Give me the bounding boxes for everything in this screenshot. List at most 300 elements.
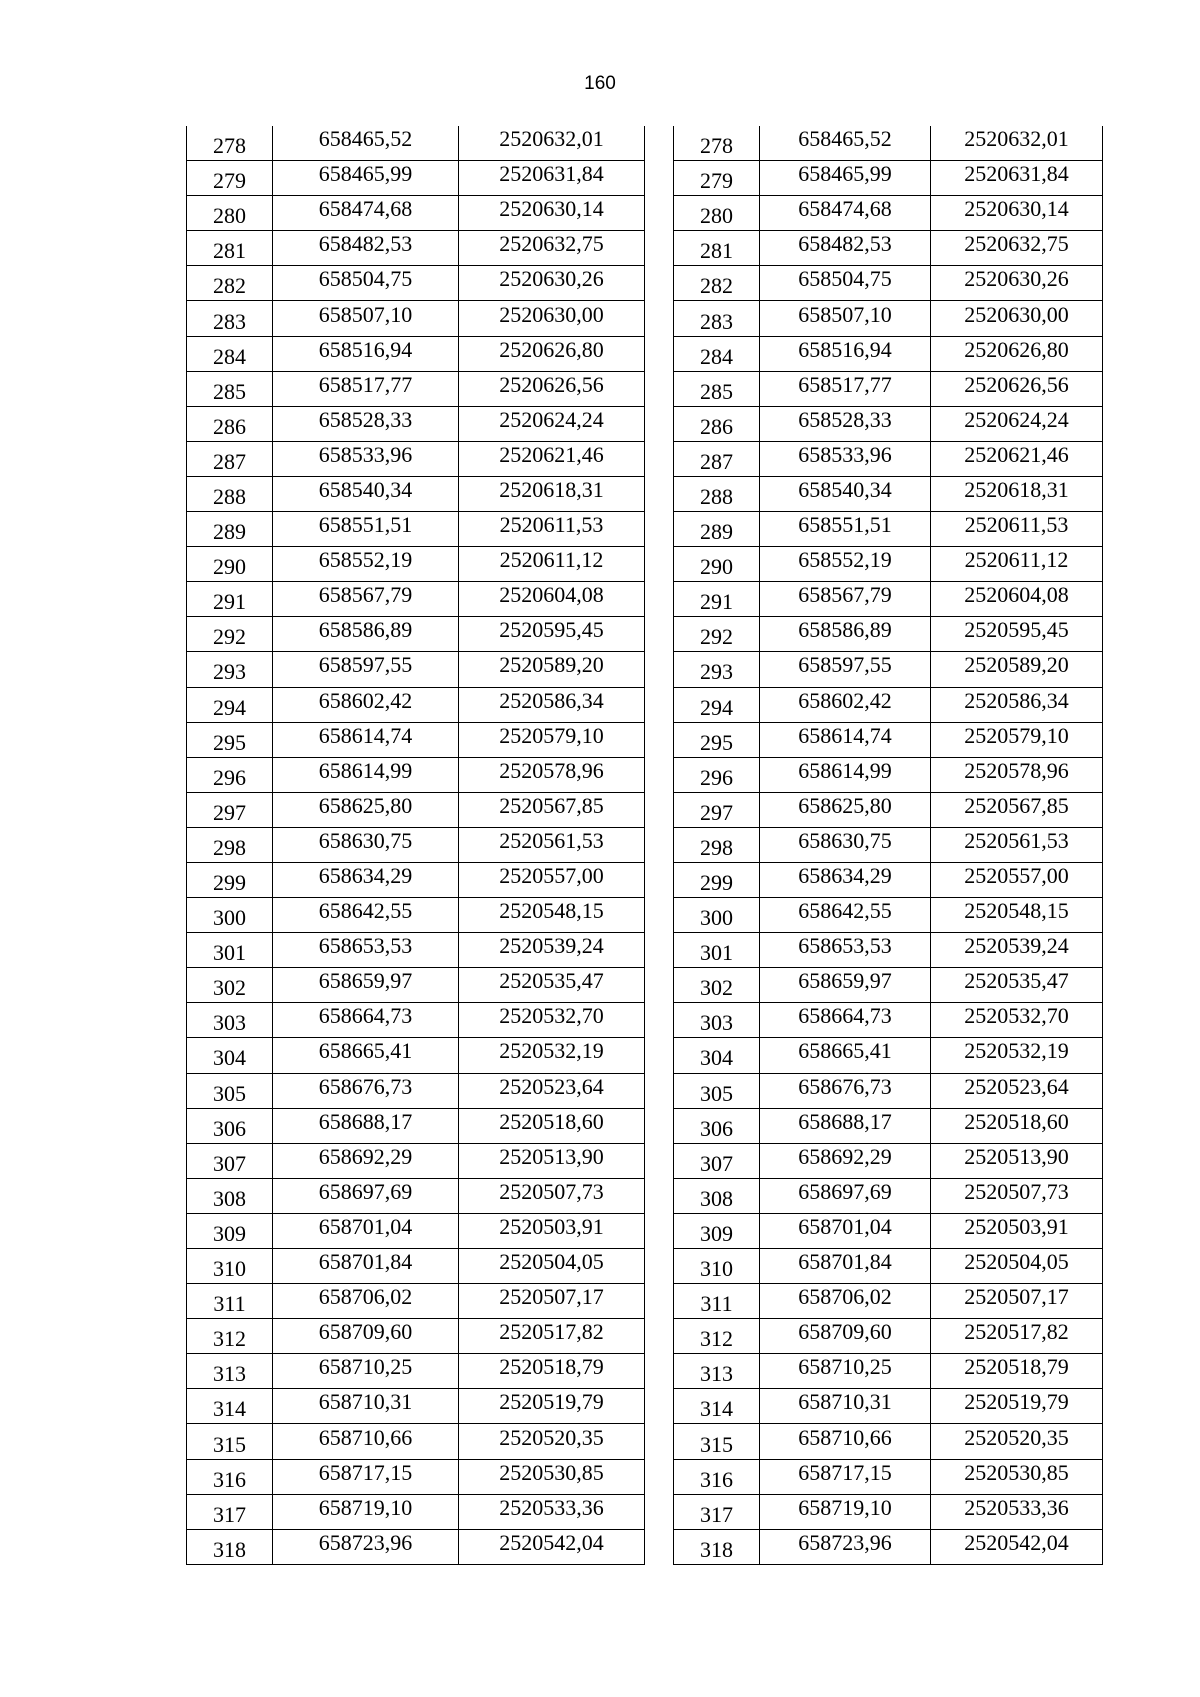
table-row	[187, 161, 645, 196]
point-number-cell: 304	[187, 1038, 273, 1073]
y-coordinate-cell: 2520632,01	[459, 126, 645, 161]
table-row	[187, 617, 645, 652]
table-row	[187, 547, 645, 582]
table-row	[674, 1178, 1103, 1213]
point-number-cell: 287	[674, 441, 760, 476]
point-number-cell: 297	[187, 792, 273, 827]
x-coordinate-cell: 658602,42	[273, 687, 459, 722]
x-coordinate-cell: 658710,25	[760, 1354, 931, 1389]
y-coordinate-cell: 2520618,31	[931, 476, 1103, 511]
point-number-cell: 311	[674, 1284, 760, 1319]
x-coordinate-cell: 658723,96	[273, 1529, 459, 1564]
x-coordinate-cell: 658659,97	[273, 968, 459, 1003]
x-coordinate-cell: 658634,29	[760, 862, 931, 897]
point-number-cell: 281	[674, 231, 760, 266]
y-coordinate-cell: 2520532,19	[931, 1038, 1103, 1073]
point-number-cell: 296	[674, 757, 760, 792]
x-coordinate-cell: 658665,41	[273, 1038, 459, 1073]
table-row	[674, 1424, 1103, 1459]
table-row	[187, 1424, 645, 1459]
y-coordinate-cell: 2520518,60	[459, 1108, 645, 1143]
table-row	[674, 898, 1103, 933]
y-coordinate-cell: 2520520,35	[459, 1424, 645, 1459]
table-row	[674, 933, 1103, 968]
y-coordinate-cell: 2520507,17	[931, 1284, 1103, 1319]
x-coordinate-cell: 658701,04	[760, 1213, 931, 1248]
table-row	[674, 652, 1103, 687]
y-coordinate-cell: 2520631,84	[459, 161, 645, 196]
x-coordinate-cell: 658552,19	[273, 547, 459, 582]
y-coordinate-cell: 2520507,73	[459, 1178, 645, 1213]
point-number-cell: 291	[187, 582, 273, 617]
y-coordinate-cell: 2520513,90	[931, 1143, 1103, 1178]
x-coordinate-cell: 658474,68	[760, 196, 931, 231]
x-coordinate-cell: 658710,31	[273, 1389, 459, 1424]
x-coordinate-cell: 658630,75	[760, 827, 931, 862]
y-coordinate-cell: 2520604,08	[459, 582, 645, 617]
y-coordinate-cell: 2520548,15	[931, 898, 1103, 933]
y-coordinate-cell: 2520611,12	[931, 547, 1103, 582]
point-number-cell: 288	[187, 476, 273, 511]
table-row	[187, 757, 645, 792]
y-coordinate-cell: 2520542,04	[459, 1529, 645, 1564]
table-row	[187, 1073, 645, 1108]
point-number-cell: 278	[674, 126, 760, 161]
table-row	[187, 1038, 645, 1073]
x-coordinate-cell: 658540,34	[273, 476, 459, 511]
y-coordinate-cell: 2520507,73	[931, 1178, 1103, 1213]
x-coordinate-cell: 658507,10	[760, 301, 931, 336]
table-row	[187, 476, 645, 511]
point-number-cell: 310	[674, 1249, 760, 1284]
table-row	[674, 441, 1103, 476]
table-row	[187, 1003, 645, 1038]
point-number-cell: 303	[674, 1003, 760, 1038]
y-coordinate-cell: 2520542,04	[931, 1529, 1103, 1564]
point-number-cell: 284	[187, 336, 273, 371]
coordinates-table-left-body	[187, 126, 645, 1564]
y-coordinate-cell: 2520533,36	[459, 1494, 645, 1529]
y-coordinate-cell: 2520611,53	[459, 512, 645, 547]
point-number-cell: 308	[187, 1178, 273, 1213]
y-coordinate-cell: 2520518,60	[931, 1108, 1103, 1143]
table-row	[674, 1143, 1103, 1178]
y-coordinate-cell: 2520630,00	[459, 301, 645, 336]
y-coordinate-cell: 2520533,36	[931, 1494, 1103, 1529]
y-coordinate-cell: 2520532,70	[459, 1003, 645, 1038]
x-coordinate-cell: 658688,17	[273, 1108, 459, 1143]
table-row	[187, 1494, 645, 1529]
x-coordinate-cell: 658664,73	[760, 1003, 931, 1038]
table-row	[187, 371, 645, 406]
table-row	[187, 1319, 645, 1354]
y-coordinate-cell: 2520519,79	[459, 1389, 645, 1424]
x-coordinate-cell: 658692,29	[273, 1143, 459, 1178]
x-coordinate-cell: 658482,53	[760, 231, 931, 266]
table-row	[674, 371, 1103, 406]
point-number-cell: 316	[187, 1459, 273, 1494]
y-coordinate-cell: 2520535,47	[459, 968, 645, 1003]
point-number-cell: 302	[674, 968, 760, 1003]
x-coordinate-cell: 658597,55	[760, 652, 931, 687]
point-number-cell: 306	[187, 1108, 273, 1143]
point-number-cell: 282	[674, 266, 760, 301]
x-coordinate-cell: 658634,29	[273, 862, 459, 897]
point-number-cell: 286	[187, 406, 273, 441]
point-number-cell: 306	[674, 1108, 760, 1143]
x-coordinate-cell: 658653,53	[760, 933, 931, 968]
table-row	[674, 1529, 1103, 1564]
coordinates-table-right	[673, 126, 1103, 1565]
point-number-cell: 316	[674, 1459, 760, 1494]
x-coordinate-cell: 658465,99	[760, 161, 931, 196]
y-coordinate-cell: 2520503,91	[459, 1213, 645, 1248]
x-coordinate-cell: 658625,80	[760, 792, 931, 827]
point-number-cell: 288	[674, 476, 760, 511]
y-coordinate-cell: 2520630,26	[931, 266, 1103, 301]
x-coordinate-cell: 658692,29	[760, 1143, 931, 1178]
x-coordinate-cell: 658701,04	[273, 1213, 459, 1248]
y-coordinate-cell: 2520624,24	[931, 406, 1103, 441]
table-row	[674, 406, 1103, 441]
table-row	[674, 161, 1103, 196]
table-row	[674, 1108, 1103, 1143]
point-number-cell: 292	[674, 617, 760, 652]
y-coordinate-cell: 2520557,00	[931, 862, 1103, 897]
x-coordinate-cell: 658504,75	[273, 266, 459, 301]
x-coordinate-cell: 658517,77	[273, 371, 459, 406]
x-coordinate-cell: 658516,94	[760, 336, 931, 371]
table-row	[674, 687, 1103, 722]
y-coordinate-cell: 2520548,15	[459, 898, 645, 933]
y-coordinate-cell: 2520631,84	[931, 161, 1103, 196]
point-number-cell: 279	[187, 161, 273, 196]
point-number-cell: 315	[187, 1424, 273, 1459]
y-coordinate-cell: 2520589,20	[931, 652, 1103, 687]
point-number-cell: 301	[674, 933, 760, 968]
table-row	[674, 196, 1103, 231]
y-coordinate-cell: 2520513,90	[459, 1143, 645, 1178]
point-number-cell: 309	[187, 1213, 273, 1248]
x-coordinate-cell: 658676,73	[273, 1073, 459, 1108]
y-coordinate-cell: 2520630,26	[459, 266, 645, 301]
y-coordinate-cell: 2520561,53	[931, 827, 1103, 862]
table-row	[187, 266, 645, 301]
y-coordinate-cell: 2520523,64	[931, 1073, 1103, 1108]
y-coordinate-cell: 2520535,47	[931, 968, 1103, 1003]
coordinates-table-left	[186, 126, 645, 1565]
page-number: 160	[584, 73, 616, 94]
y-coordinate-cell: 2520611,12	[459, 547, 645, 582]
x-coordinate-cell: 658528,33	[273, 406, 459, 441]
point-number-cell: 298	[674, 827, 760, 862]
table-row	[187, 512, 645, 547]
point-number-cell: 305	[674, 1073, 760, 1108]
point-number-cell: 305	[187, 1073, 273, 1108]
table-row	[187, 933, 645, 968]
table-row	[187, 1249, 645, 1284]
point-number-cell: 290	[187, 547, 273, 582]
table-row	[674, 582, 1103, 617]
y-coordinate-cell: 2520557,00	[459, 862, 645, 897]
point-number-cell: 303	[187, 1003, 273, 1038]
x-coordinate-cell: 658706,02	[273, 1284, 459, 1319]
table-row	[674, 722, 1103, 757]
point-number-cell: 300	[187, 898, 273, 933]
x-coordinate-cell: 658664,73	[273, 1003, 459, 1038]
point-number-cell: 297	[674, 792, 760, 827]
point-number-cell: 289	[674, 512, 760, 547]
point-number-cell: 309	[674, 1213, 760, 1248]
table-row	[674, 1249, 1103, 1284]
x-coordinate-cell: 658614,74	[760, 722, 931, 757]
point-number-cell: 280	[674, 196, 760, 231]
y-coordinate-cell: 2520604,08	[931, 582, 1103, 617]
x-coordinate-cell: 658586,89	[760, 617, 931, 652]
table-row	[187, 862, 645, 897]
point-number-cell: 285	[674, 371, 760, 406]
point-number-cell: 287	[187, 441, 273, 476]
table-row	[187, 968, 645, 1003]
x-coordinate-cell: 658597,55	[273, 652, 459, 687]
point-number-cell: 296	[187, 757, 273, 792]
x-coordinate-cell: 658614,99	[760, 757, 931, 792]
y-coordinate-cell: 2520504,05	[459, 1249, 645, 1284]
x-coordinate-cell: 658586,89	[273, 617, 459, 652]
point-number-cell: 313	[187, 1354, 273, 1389]
point-number-cell: 285	[187, 371, 273, 406]
point-number-cell: 308	[674, 1178, 760, 1213]
table-row	[674, 336, 1103, 371]
x-coordinate-cell: 658533,96	[760, 441, 931, 476]
y-coordinate-cell: 2520626,56	[931, 371, 1103, 406]
y-coordinate-cell: 2520621,46	[459, 441, 645, 476]
x-coordinate-cell: 658504,75	[760, 266, 931, 301]
point-number-cell: 290	[674, 547, 760, 582]
y-coordinate-cell: 2520632,01	[931, 126, 1103, 161]
y-coordinate-cell: 2520518,79	[459, 1354, 645, 1389]
y-coordinate-cell: 2520532,70	[931, 1003, 1103, 1038]
y-coordinate-cell: 2520539,24	[931, 933, 1103, 968]
y-coordinate-cell: 2520579,10	[459, 722, 645, 757]
table-row	[187, 827, 645, 862]
table-row	[674, 1494, 1103, 1529]
table-row	[674, 1459, 1103, 1494]
point-number-cell: 279	[674, 161, 760, 196]
x-coordinate-cell: 658567,79	[273, 582, 459, 617]
point-number-cell: 302	[187, 968, 273, 1003]
x-coordinate-cell: 658465,99	[273, 161, 459, 196]
x-coordinate-cell: 658665,41	[760, 1038, 931, 1073]
y-coordinate-cell: 2520579,10	[931, 722, 1103, 757]
table-row	[187, 301, 645, 336]
table-row	[674, 301, 1103, 336]
point-number-cell: 289	[187, 512, 273, 547]
table-row	[674, 1073, 1103, 1108]
x-coordinate-cell: 658642,55	[760, 898, 931, 933]
table-row	[187, 898, 645, 933]
x-coordinate-cell: 658701,84	[273, 1249, 459, 1284]
table-row	[674, 862, 1103, 897]
point-number-cell: 312	[674, 1319, 760, 1354]
y-coordinate-cell: 2520595,45	[931, 617, 1103, 652]
table-row	[187, 1108, 645, 1143]
x-coordinate-cell: 658540,34	[760, 476, 931, 511]
table-row	[187, 336, 645, 371]
table-row	[187, 792, 645, 827]
y-coordinate-cell: 2520578,96	[459, 757, 645, 792]
y-coordinate-cell: 2520632,75	[459, 231, 645, 266]
y-coordinate-cell: 2520630,14	[459, 196, 645, 231]
table-row	[674, 1284, 1103, 1319]
x-coordinate-cell: 658659,97	[760, 968, 931, 1003]
point-number-cell: 283	[187, 301, 273, 336]
y-coordinate-cell: 2520523,64	[459, 1073, 645, 1108]
point-number-cell: 317	[187, 1494, 273, 1529]
x-coordinate-cell: 658717,15	[760, 1459, 931, 1494]
x-coordinate-cell: 658474,68	[273, 196, 459, 231]
point-number-cell: 314	[674, 1389, 760, 1424]
table-row	[674, 1003, 1103, 1038]
y-coordinate-cell: 2520503,91	[931, 1213, 1103, 1248]
y-coordinate-cell: 2520517,82	[459, 1319, 645, 1354]
point-number-cell: 282	[187, 266, 273, 301]
y-coordinate-cell: 2520504,05	[931, 1249, 1103, 1284]
y-coordinate-cell: 2520519,79	[931, 1389, 1103, 1424]
x-coordinate-cell: 658567,79	[760, 582, 931, 617]
table-row	[187, 1389, 645, 1424]
y-coordinate-cell: 2520520,35	[931, 1424, 1103, 1459]
point-number-cell: 315	[674, 1424, 760, 1459]
x-coordinate-cell: 658710,25	[273, 1354, 459, 1389]
point-number-cell: 310	[187, 1249, 273, 1284]
x-coordinate-cell: 658533,96	[273, 441, 459, 476]
table-row	[674, 476, 1103, 511]
y-coordinate-cell: 2520561,53	[459, 827, 645, 862]
point-number-cell: 298	[187, 827, 273, 862]
x-coordinate-cell: 658709,60	[760, 1319, 931, 1354]
x-coordinate-cell: 658719,10	[760, 1494, 931, 1529]
x-coordinate-cell: 658516,94	[273, 336, 459, 371]
y-coordinate-cell: 2520626,56	[459, 371, 645, 406]
y-coordinate-cell: 2520618,31	[459, 476, 645, 511]
x-coordinate-cell: 658482,53	[273, 231, 459, 266]
x-coordinate-cell: 658465,52	[760, 126, 931, 161]
y-coordinate-cell: 2520611,53	[931, 512, 1103, 547]
table-row	[187, 1213, 645, 1248]
x-coordinate-cell: 658551,51	[760, 512, 931, 547]
x-coordinate-cell: 658528,33	[760, 406, 931, 441]
x-coordinate-cell: 658642,55	[273, 898, 459, 933]
y-coordinate-cell: 2520586,34	[931, 687, 1103, 722]
y-coordinate-cell: 2520567,85	[931, 792, 1103, 827]
y-coordinate-cell: 2520530,85	[931, 1459, 1103, 1494]
point-number-cell: 281	[187, 231, 273, 266]
x-coordinate-cell: 658630,75	[273, 827, 459, 862]
table-row	[674, 757, 1103, 792]
y-coordinate-cell: 2520507,17	[459, 1284, 645, 1319]
point-number-cell: 294	[187, 687, 273, 722]
table-row	[187, 1529, 645, 1564]
y-coordinate-cell: 2520517,82	[931, 1319, 1103, 1354]
point-number-cell: 295	[674, 722, 760, 757]
table-row	[674, 512, 1103, 547]
y-coordinate-cell: 2520630,14	[931, 196, 1103, 231]
y-coordinate-cell: 2520626,80	[931, 336, 1103, 371]
table-row	[674, 126, 1103, 161]
x-coordinate-cell: 658614,74	[273, 722, 459, 757]
point-number-cell: 295	[187, 722, 273, 757]
x-coordinate-cell: 658717,15	[273, 1459, 459, 1494]
point-number-cell: 311	[187, 1284, 273, 1319]
y-coordinate-cell: 2520539,24	[459, 933, 645, 968]
table-row	[674, 1213, 1103, 1248]
x-coordinate-cell: 658710,66	[273, 1424, 459, 1459]
table-row	[187, 231, 645, 266]
point-number-cell: 317	[674, 1494, 760, 1529]
point-number-cell: 313	[674, 1354, 760, 1389]
point-number-cell: 300	[674, 898, 760, 933]
table-row	[187, 1284, 645, 1319]
point-number-cell: 314	[187, 1389, 273, 1424]
x-coordinate-cell: 658709,60	[273, 1319, 459, 1354]
table-row	[674, 231, 1103, 266]
x-coordinate-cell: 658676,73	[760, 1073, 931, 1108]
point-number-cell: 291	[674, 582, 760, 617]
x-coordinate-cell: 658653,53	[273, 933, 459, 968]
point-number-cell: 293	[674, 652, 760, 687]
table-row	[187, 1178, 645, 1213]
x-coordinate-cell: 658465,52	[273, 126, 459, 161]
table-row	[187, 1459, 645, 1494]
point-number-cell: 284	[674, 336, 760, 371]
x-coordinate-cell: 658507,10	[273, 301, 459, 336]
y-coordinate-cell: 2520589,20	[459, 652, 645, 687]
point-number-cell: 294	[674, 687, 760, 722]
y-coordinate-cell: 2520624,24	[459, 406, 645, 441]
y-coordinate-cell: 2520567,85	[459, 792, 645, 827]
x-coordinate-cell: 658551,51	[273, 512, 459, 547]
point-number-cell: 304	[674, 1038, 760, 1073]
y-coordinate-cell: 2520532,19	[459, 1038, 645, 1073]
point-number-cell: 286	[674, 406, 760, 441]
x-coordinate-cell: 658688,17	[760, 1108, 931, 1143]
table-row	[187, 1143, 645, 1178]
x-coordinate-cell: 658697,69	[273, 1178, 459, 1213]
x-coordinate-cell: 658697,69	[760, 1178, 931, 1213]
table-row	[674, 1389, 1103, 1424]
point-number-cell: 307	[674, 1143, 760, 1178]
table-row	[674, 1354, 1103, 1389]
point-number-cell: 299	[674, 862, 760, 897]
y-coordinate-cell: 2520595,45	[459, 617, 645, 652]
x-coordinate-cell: 658552,19	[760, 547, 931, 582]
point-number-cell: 293	[187, 652, 273, 687]
point-number-cell: 307	[187, 1143, 273, 1178]
y-coordinate-cell: 2520586,34	[459, 687, 645, 722]
table-row	[674, 827, 1103, 862]
point-number-cell: 292	[187, 617, 273, 652]
table-row	[187, 406, 645, 441]
x-coordinate-cell: 658710,31	[760, 1389, 931, 1424]
x-coordinate-cell: 658625,80	[273, 792, 459, 827]
point-number-cell: 283	[674, 301, 760, 336]
table-row	[187, 687, 645, 722]
table-row	[187, 582, 645, 617]
x-coordinate-cell: 658517,77	[760, 371, 931, 406]
table-row	[674, 1319, 1103, 1354]
point-number-cell: 301	[187, 933, 273, 968]
